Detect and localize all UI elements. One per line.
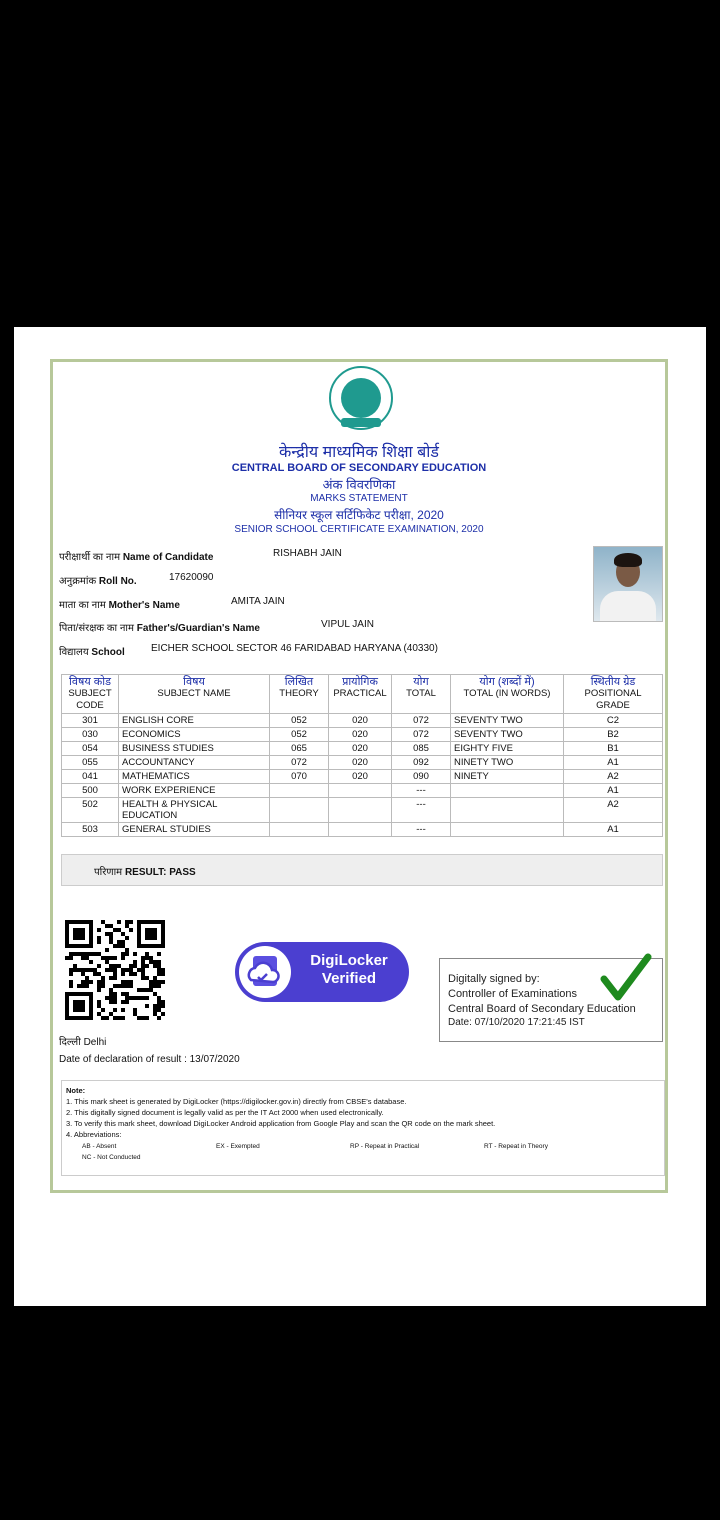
header-total-words: योग (शब्दों में) TOTAL (IN WORDS) [451, 675, 564, 714]
cell-code: 500 [62, 784, 119, 798]
cell-code: 030 [62, 728, 119, 742]
cell-name: HEALTH & PHYSICAL EDUCATION [119, 798, 270, 823]
table-row [62, 784, 663, 798]
cell-grade: A1 [564, 784, 663, 798]
cell-theory: 052 [270, 728, 329, 742]
cell-code: 055 [62, 756, 119, 770]
cell-theory: 072 [270, 756, 329, 770]
school-name: EICHER SCHOOL SECTOR 46 FARIDABAD HARYANA (40330) [151, 643, 438, 654]
digilocker-icon [239, 946, 291, 998]
cell-theory: 052 [270, 714, 329, 728]
result-box [61, 854, 663, 886]
cell-name: ENGLISH CORE [119, 714, 270, 728]
table-row [62, 742, 663, 756]
cell-words: SEVENTY TWO [451, 728, 564, 742]
checkmark-icon [600, 953, 652, 1003]
mother-name-label: माता का नाम Mother's Name [59, 600, 180, 611]
cell-practical: 020 [329, 770, 392, 784]
cbse-logo [329, 366, 393, 430]
cell-total: --- [392, 823, 451, 837]
candidate-name-label: परीक्षार्थी का नाम Name of Candidate [59, 552, 214, 563]
cell-total: 092 [392, 756, 451, 770]
exam-title-english: SENIOR SCHOOL CERTIFICATE EXAMINATION, 2020 [234, 524, 484, 535]
board-title-hindi: केन्द्रीय माध्यमिक शिक्षा बोर्ड [279, 444, 439, 461]
table-row [62, 728, 663, 742]
signature-line-2: Controller of Examinations [448, 988, 578, 1000]
header-practical: प्रायोगिक PRACTICAL [329, 675, 392, 714]
cell-total: --- [392, 798, 451, 823]
exam-title-hindi: सीनियर स्कूल सर्टिफिकेट परीक्षा, 2020 [274, 508, 444, 522]
cell-grade: A2 [564, 770, 663, 784]
note-item-3: 3. To verify this mark sheet, download DigiLocker Android application from Google Play and scan the QR code on the mark sheet. [66, 1119, 496, 1128]
cell-total: --- [392, 784, 451, 798]
mother-name: AMITA JAIN [231, 596, 285, 607]
statement-title-hindi: अंक विवरणिका [322, 477, 396, 492]
cell-practical [329, 798, 392, 823]
cell-words [451, 823, 564, 837]
digilocker-verified-badge [235, 942, 409, 1002]
cell-theory [270, 784, 329, 798]
cell-name: GENERAL STUDIES [119, 823, 270, 837]
header-total: योग TOTAL [392, 675, 451, 714]
cell-words: NINETY [451, 770, 564, 784]
cell-name: BUSINESS STUDIES [119, 742, 270, 756]
cell-grade: A1 [564, 756, 663, 770]
cell-grade: C2 [564, 714, 663, 728]
abbr-repeat-theory: RT - Repeat in Theory [484, 1143, 548, 1150]
cell-grade: A2 [564, 798, 663, 823]
marksheet-page [14, 327, 706, 1306]
signature-date: Date: 07/10/2020 17:21:45 IST [448, 1017, 585, 1028]
abbr-exempted: EX - Exempted [216, 1143, 260, 1150]
cell-theory: 065 [270, 742, 329, 756]
cell-practical [329, 784, 392, 798]
place-label: दिल्ली Delhi [59, 1037, 107, 1048]
cell-theory [270, 823, 329, 837]
cell-code: 503 [62, 823, 119, 837]
table-row [62, 756, 663, 770]
header-theory: लिखित THEORY [270, 675, 329, 714]
statement-title-english: MARKS STATEMENT [310, 493, 408, 504]
header-subject-name: विषय SUBJECT NAME [119, 675, 270, 714]
cell-words [451, 784, 564, 798]
cell-name: ECONOMICS [119, 728, 270, 742]
verified-label: Verified [321, 970, 377, 987]
cell-theory: 070 [270, 770, 329, 784]
header-grade: स्थितीय ग्रेड POSITIONAL GRADE [564, 675, 663, 714]
cell-words: SEVENTY TWO [451, 714, 564, 728]
table-row [62, 714, 663, 728]
cell-grade: B2 [564, 728, 663, 742]
note-item-1: 1. This mark sheet is generated by DigiLocker (https://digilocker.gov.in) directly from CBSE's database. [66, 1097, 407, 1106]
qr-code[interactable] [65, 920, 165, 1020]
cell-name: WORK EXPERIENCE [119, 784, 270, 798]
cell-code: 054 [62, 742, 119, 756]
result-label: परिणाम RESULT: PASS [94, 867, 196, 878]
cell-words [451, 798, 564, 823]
cell-total: 072 [392, 728, 451, 742]
signature-line-1: Digitally signed by: [448, 973, 540, 985]
father-name-label: पिता/संरक्षक का नाम Father's/Guardian's Name [59, 623, 260, 634]
cell-code: 041 [62, 770, 119, 784]
signature-line-3: Central Board of Secondary Education [448, 1003, 636, 1015]
notes-box [61, 1080, 665, 1176]
abbr-absent: AB - Absent [82, 1143, 117, 1150]
cell-practical: 020 [329, 756, 392, 770]
cell-practical [329, 823, 392, 837]
notes-title: Note: [66, 1086, 86, 1095]
marks-table-body [62, 714, 663, 837]
cell-total: 085 [392, 742, 451, 756]
cell-practical: 020 [329, 728, 392, 742]
declaration-date: Date of declaration of result : 13/07/2020 [59, 1054, 240, 1065]
cell-grade: A1 [564, 823, 663, 837]
board-title-english: CENTRAL BOARD OF SECONDARY EDUCATION [231, 462, 487, 474]
roll-number: 17620090 [169, 572, 214, 583]
marks-table [61, 674, 663, 837]
cell-code: 502 [62, 798, 119, 823]
cell-grade: B1 [564, 742, 663, 756]
cell-practical: 020 [329, 714, 392, 728]
roll-number-label: अनुक्रमांक Roll No. [59, 576, 137, 587]
note-item-2: 2. This digitally signed document is legally valid as per the IT Act 2000 when used electronically. [66, 1108, 384, 1117]
father-name: VIPUL JAIN [321, 619, 374, 630]
note-item-4: 4. Abbreviations: [66, 1130, 122, 1139]
cell-words: NINETY TWO [451, 756, 564, 770]
abbr-not-conducted: NC - Not Conducted [82, 1154, 141, 1161]
cell-total: 072 [392, 714, 451, 728]
cell-practical: 020 [329, 742, 392, 756]
digital-signature-box [439, 958, 663, 1042]
abbr-repeat-practical: RP - Repeat in Practical [350, 1143, 420, 1150]
marksheet-border [50, 359, 668, 1193]
candidate-name: RISHABH JAIN [273, 548, 342, 559]
cell-total: 090 [392, 770, 451, 784]
cell-name: ACCOUNTANCY [119, 756, 270, 770]
cell-code: 301 [62, 714, 119, 728]
cell-name: MATHEMATICS [119, 770, 270, 784]
table-row [62, 798, 663, 823]
table-header-row [62, 675, 663, 714]
header-subject-code: विषय कोड SUBJECT CODE [62, 675, 119, 714]
candidate-photo [593, 546, 663, 622]
school-label: विद्यालय School [59, 647, 125, 658]
cell-words: EIGHTY FIVE [451, 742, 564, 756]
table-row [62, 823, 663, 837]
cell-theory [270, 798, 329, 823]
table-row [62, 770, 663, 784]
digilocker-label: DigiLocker [310, 952, 388, 969]
